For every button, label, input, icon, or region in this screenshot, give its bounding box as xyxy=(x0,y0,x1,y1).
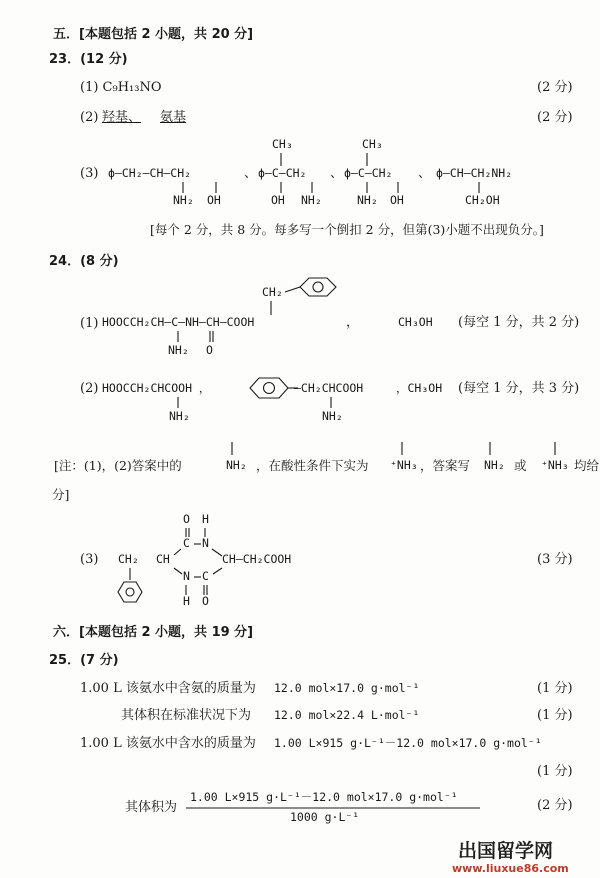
dkp-c-top: C xyxy=(183,536,190,550)
dkp-h-top: H xyxy=(202,512,209,526)
q25-row3-score: (1 分) xyxy=(537,764,573,779)
q25-row4-score: (2 分) xyxy=(537,798,573,813)
watermark-logo-cn: 出国留学网 xyxy=(458,840,554,862)
s4-ch2oh: CH₂OH xyxy=(465,193,500,207)
q23-scoring-note: [每个 2 分，共 8 分。每多写一个倒扣 2 分，但第(3)小题不出现负分。] xyxy=(150,222,544,237)
s3-main-chain: ϕ—C—CH₂ xyxy=(344,166,393,180)
note-nh3-1: ⁺NH₃ xyxy=(390,458,418,472)
q25-row1-score: (1 分) xyxy=(537,681,573,696)
p2-methanol: ，CH₃OH xyxy=(396,381,443,395)
q25-row2-label: 其体积在标准状况下为 xyxy=(121,708,252,723)
dkp-ch-left: CH xyxy=(156,552,170,566)
s3-ch3: CH₃ xyxy=(362,137,383,151)
note-text-d: 或 xyxy=(514,458,527,473)
p2-phenylalanine: —CH₂CHCOOH xyxy=(294,381,364,395)
question-23-number: 23．(12 分) xyxy=(49,52,128,67)
note-nh3-2: ⁺NH₃ xyxy=(541,458,569,472)
q23-part1-score: (2 分) xyxy=(537,80,573,95)
p2-nh2-b: NH₂ xyxy=(322,409,343,423)
p2-nh2-a: NH₂ xyxy=(169,409,190,423)
section-5-header: 五．[本题包括 2 小题，共 20 分] xyxy=(53,27,254,42)
q25-row4-denominator: 1000 g·L⁻¹ xyxy=(290,810,360,824)
note-nh2-2: NH₂ xyxy=(484,458,505,472)
q25-row4-label: 其体积为 xyxy=(125,800,178,815)
section-6-header: 六．[本题包括 2 小题，共 19 分] xyxy=(53,625,254,640)
p1-oxygen: O xyxy=(206,343,213,357)
watermark-url: www.liuxue86.com xyxy=(452,862,569,875)
dkp-n-top: N xyxy=(202,536,209,550)
q24-part3-score: (3 分) xyxy=(537,552,573,567)
q24-part1-label: (1) xyxy=(80,316,99,331)
s2-ch3: CH₃ xyxy=(272,137,293,151)
p1-methanol: CH₃OH xyxy=(398,315,433,329)
q25-row4-numerator: 1.00 L×915 g·L⁻¹－12.0 mol×17.0 g·mol⁻¹ xyxy=(190,790,458,804)
dkp-ch2-benzyl: CH₂ xyxy=(118,552,139,566)
q23-part2-amino: 氨基 xyxy=(160,110,187,125)
q23-part1-answer: (1) C₉H₁₃NO xyxy=(80,80,162,95)
note-text-b: ，在酸性条件下实为 xyxy=(256,458,369,473)
q25-row2-expression: 12.0 mol×22.4 L·mol⁻¹ xyxy=(274,708,420,722)
q24-part2-label: (2) xyxy=(80,381,99,396)
s1-nh2: NH₂ xyxy=(173,193,194,207)
note-tail: 分] xyxy=(52,487,70,502)
q24-part2-score: (每空 1 分，共 3 分) xyxy=(458,381,580,396)
s1-main-chain: ϕ—CH₂—CH—CH₂ xyxy=(108,166,192,180)
q25-row1-label: 1.00 L 该氨水中含氨的质量为 xyxy=(80,681,256,696)
s2-nh2: NH₂ xyxy=(301,193,322,207)
s3-nh2: NH₂ xyxy=(357,193,378,207)
dkp-side-chain: CH—CH₂COOH xyxy=(222,552,292,566)
p1-ch2-top: CH₂ xyxy=(262,285,283,299)
s2-main-chain: ϕ—C—CH₂ xyxy=(258,166,307,180)
separator-1: 、 xyxy=(244,166,258,181)
q25-row2-score: (1 分) xyxy=(537,708,573,723)
fraction-bar xyxy=(0,0,1,1)
note-nh2-1: NH₂ xyxy=(226,458,247,472)
s1-oh: OH xyxy=(207,193,221,207)
question-24-number: 24．(8 分) xyxy=(49,254,119,269)
note-text-e: 均给 xyxy=(574,458,600,473)
q23-part3-label: (3) xyxy=(80,166,99,181)
question-25-number: 25．(7 分) xyxy=(49,653,119,668)
q23-part2-label: (2) xyxy=(80,110,99,125)
p1-comma: ， xyxy=(346,315,360,330)
note-text-c: ，答案写 xyxy=(420,458,471,473)
p2-aspartic-acid: HOOCCH₂CHCOOH ， xyxy=(102,381,211,395)
dkp-n-bottom: N xyxy=(183,569,190,583)
separator-3: 、 xyxy=(418,166,432,181)
q25-row3-expression: 1.00 L×915 g·L⁻¹－12.0 mol×17.0 g·mol⁻¹ xyxy=(274,736,542,750)
dkp-o-top: O xyxy=(183,512,190,526)
s4-main-chain: ϕ—CH—CH₂NH₂ xyxy=(436,166,513,180)
p1-main-chain: HOOCCH₂CH—C—NH—CH—COOH xyxy=(102,315,255,329)
note-text-a: [注：(1)，(2)答案中的 xyxy=(54,458,182,473)
q24-part3-label: (3) xyxy=(80,552,99,567)
s2-oh: OH xyxy=(271,193,285,207)
q23-part2-hydroxyl: 羟基、 xyxy=(102,110,142,125)
dkp-o-bottom: O xyxy=(202,594,209,608)
separator-2: 、 xyxy=(330,166,344,181)
dkp-h-bottom: H xyxy=(183,594,190,608)
q25-row3-label: 1.00 L 该氨水中含水的质量为 xyxy=(80,736,256,751)
s3-oh: OH xyxy=(390,193,404,207)
q23-part2-score: (2 分) xyxy=(537,110,573,125)
q25-row1-expression: 12.0 mol×17.0 g·mol⁻¹ xyxy=(274,681,420,695)
p1-nh2: NH₂ xyxy=(168,343,189,357)
dkp-c-bottom: C xyxy=(202,569,209,583)
q24-part1-score: (每空 1 分，共 2 分) xyxy=(458,315,580,330)
